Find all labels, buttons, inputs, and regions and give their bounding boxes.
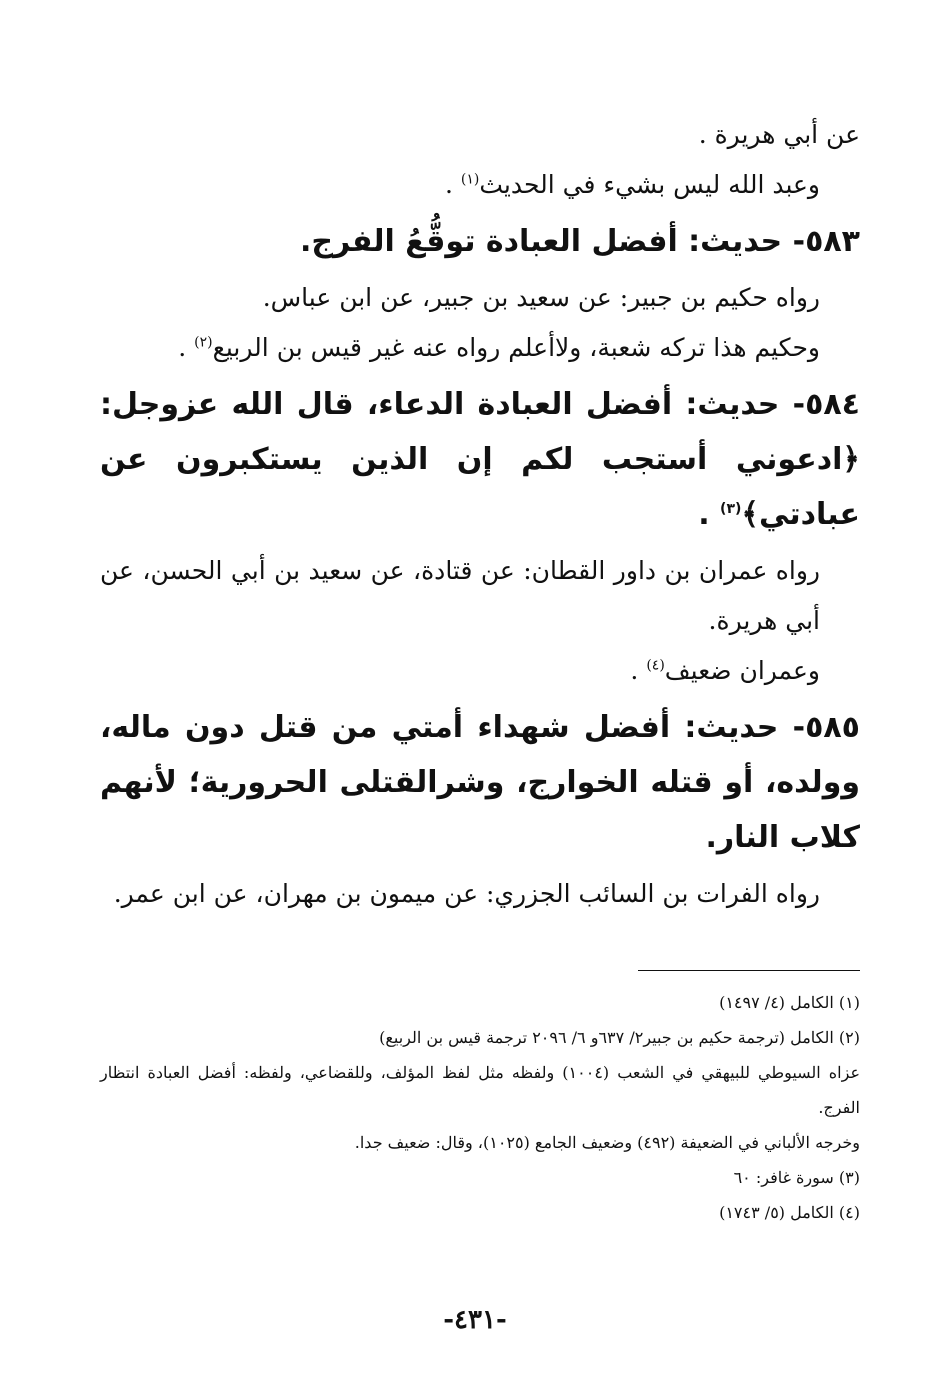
text-span: عن أبي هريرة . [698, 120, 860, 149]
heading-text: ٥٨٣- حديث: أفضل العبادة توقُّعُ الفرج. [300, 224, 860, 259]
text-line [100, 323, 860, 373]
footnote-ref[interactable]: (١) [460, 171, 480, 188]
hadith-heading [100, 700, 860, 865]
heading-text: ٥٨٤- حديث: أفضل العبادة الدعاء، قال الله عزوجل: ﴿ادعوني أستجب لكم إن الذين يستكبرون عن عبادتي﴾ [100, 387, 860, 532]
text-span: . [630, 656, 647, 685]
text-span: رواه عمران بن داور القطان: عن قتادة، عن سعيد بن أبي الحسن، عن أبي هريرة. [100, 556, 820, 635]
text-line [100, 546, 860, 646]
text-span: وحكيم هذا تركه شعبة، ولاأعلم رواه عنه غير قيس بن الربيع [212, 333, 820, 362]
text-span: . [178, 333, 195, 362]
hadith-heading [100, 377, 860, 542]
text-line [100, 160, 860, 210]
footnotes [100, 985, 860, 1230]
text-line [100, 273, 860, 323]
footnote-ref[interactable]: (٤) [646, 657, 665, 674]
page-body [100, 110, 860, 919]
footnote: وخرجه الألباني في الضعيفة (٤٩٢) وضعيف الجامع (١٠٢٥)، وقال: ضعيف جدا. [354, 1133, 860, 1152]
page-number: -٤٣١- [443, 1305, 507, 1335]
text-span: وعبد الله ليس بشيء في الحديث [479, 170, 820, 199]
footnote: عزاه السيوطي للبيهقي في الشعب (١٠٠٤) ولفظه مثل لفظ المؤلف، وللقضاعي، ولفظه: أفضل العبادة انتظار الفرج. [100, 1063, 860, 1117]
text-span: رواه حكيم بن جبير: عن سعيد بن جبير، عن ابن عباس. [262, 283, 820, 312]
text-line [100, 869, 860, 919]
footnote: (٤) الكامل (٥/ ١٧٤٣) [719, 1203, 860, 1222]
footnote-ref[interactable]: (٣) [720, 501, 742, 517]
text-line [100, 646, 860, 696]
footnote-divider [638, 970, 860, 971]
footnote: (٢) الكامل (ترجمة حكيم بن جبير٢/ ٦٣٧و ٦/ ٢٠٩٦ ترجمة قيس بن الربيع) [379, 1028, 860, 1047]
heading-text: . [698, 497, 721, 532]
text-line [100, 110, 860, 160]
heading-text: ٥٨٥- حديث: أفضل شهداء أمتي من قتل دون ماله، وولده، أو قتله الخوارج، وشرالقتلى الحرورية؛ لأنهم كلاب النار. [100, 710, 860, 855]
hadith-heading [100, 214, 860, 269]
text-span: رواه الفرات بن السائب الجزري: عن ميمون بن مهران، عن ابن عمر. [113, 879, 820, 908]
footnote-ref[interactable]: (٢) [194, 334, 213, 351]
text-span: . [444, 170, 461, 199]
footnote: (٣) سورة غافر: ٦٠ [733, 1168, 860, 1187]
text-span: وعمران ضعيف [664, 656, 820, 685]
footnote: (١) الكامل (٤/ ١٤٩٧) [719, 993, 860, 1012]
